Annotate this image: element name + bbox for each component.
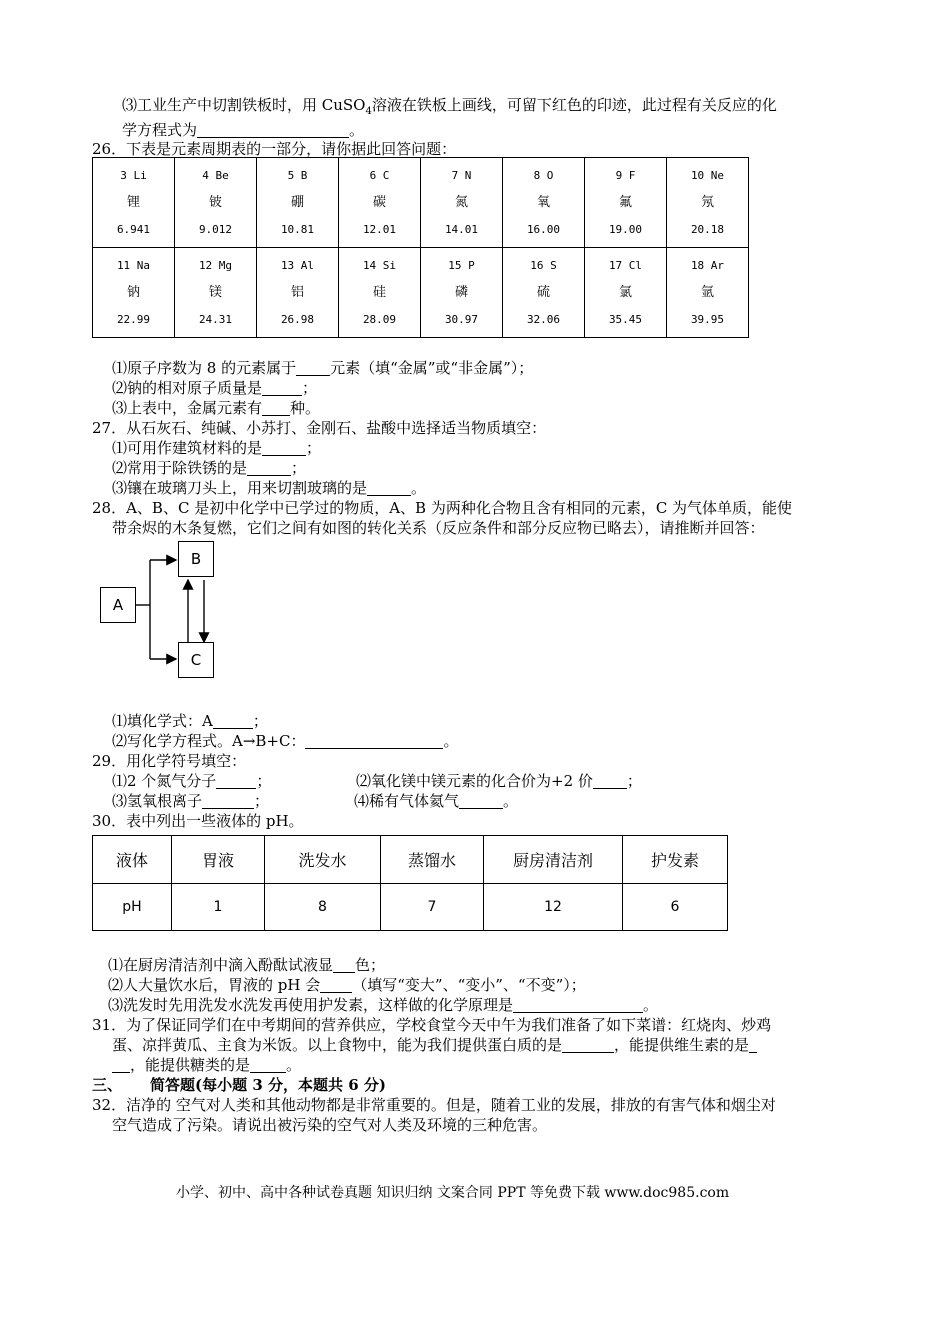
answer-blank[interactable] xyxy=(333,956,355,973)
answer-blank[interactable] xyxy=(513,996,643,1013)
ph-table-cell: 12 xyxy=(484,884,623,931)
ph-table-header: 蒸馏水 xyxy=(381,836,484,884)
ph-table-header: 液体 xyxy=(93,836,172,884)
q27-part3: ⑶镶在玻璃刀头上，用来切割玻璃的是 。 xyxy=(112,479,427,497)
diagram-box-c: C xyxy=(178,642,214,678)
ph-table-cell: 6 xyxy=(623,884,728,931)
q28-line2: 带余烬的木条复燃，它们之间有如图的转化关系（反应条件和部分反应物已略去），请推断并回答： xyxy=(112,519,765,537)
ph-table-cell: 1 xyxy=(172,884,265,931)
q29-part3: ⑶氢氧根离子 ； xyxy=(112,792,270,810)
answer-blank[interactable] xyxy=(250,1056,286,1073)
q26-stem: 26．下表是元素周期表的一部分，请你据此回答问题： xyxy=(92,140,457,158)
answer-blank[interactable] xyxy=(593,772,627,789)
element-cell: 5 B 硼 10.81 xyxy=(257,158,339,248)
q29-part4: ⑷稀有气体氦气 。 xyxy=(354,792,519,810)
ph-table-header: 厨房清洁剂 xyxy=(484,836,623,884)
answer-blank[interactable] xyxy=(213,712,253,729)
element-cell: 18 Ar 氩 39.95 xyxy=(667,248,749,338)
element-cell: 17 Cl 氯 35.45 xyxy=(585,248,667,338)
ph-table-cell: pH xyxy=(93,884,172,931)
answer-blank[interactable] xyxy=(459,792,503,809)
q26-part2: ⑵钠的相对原子质量是 ； xyxy=(112,379,318,397)
element-cell: 15 P 磷 30.97 xyxy=(421,248,503,338)
q30-stem: 30．表中列出一些液体的 pH。 xyxy=(92,812,304,830)
q32-line1: 32．洁净的 空气对人类和其他动物都是非常重要的。但是，随着工业的发展，排放的有害气体和烟尘对 xyxy=(92,1096,776,1114)
q32-line2: 空气造成了污染。请说出被污染的空气对人类及环境的三种危害。 xyxy=(112,1116,548,1134)
q27-stem: 27．从石灰石、纯碱、小苏打、金刚石、盐酸中选择适当物质填空： xyxy=(92,419,547,437)
diagram-box-b: B xyxy=(178,541,214,577)
ph-table-cell: 8 xyxy=(265,884,381,931)
q27-part2: ⑵常用于除铁锈的是 ； xyxy=(112,459,307,477)
element-cell: 16 S 硫 32.06 xyxy=(503,248,585,338)
q30-part3: ⑶洗发时先用洗发水洗发再使用护发素，这样做的化学原理是 。 xyxy=(108,996,659,1014)
q25-3-line1: ⑶工业生产中切割铁板时，用 CuSO$_4$溶液在铁板上画线，可留下红色的印迹，此过程有关反应的化 xyxy=(122,96,777,117)
element-cell: 7 N 氮 14.01 xyxy=(421,158,503,248)
element-cell: 9 F 氟 19.00 xyxy=(585,158,667,248)
element-cell: 8 O 氧 16.00 xyxy=(503,158,585,248)
element-cell: 13 Al 铝 26.98 xyxy=(257,248,339,338)
answer-blank[interactable] xyxy=(112,1056,130,1073)
answer-blank[interactable] xyxy=(320,976,352,993)
ph-table xyxy=(92,835,728,931)
q27-part1: ⑴可用作建筑材料的是 ； xyxy=(112,439,322,457)
section-3-heading: 三、 简答题(每小题 3 分，本题共 6 分) xyxy=(92,1076,386,1094)
element-cell: 6 C 碳 12.01 xyxy=(339,158,421,248)
q25-3-line2: 学方程式为 。 xyxy=(122,121,365,139)
answer-blank[interactable] xyxy=(305,732,443,749)
answer-blank[interactable] xyxy=(562,1036,614,1053)
q29-part1: ⑴2 个氮气分子 ； xyxy=(112,772,272,790)
element-cell: 4 Be 铍 9.012 xyxy=(175,158,257,248)
q31-line2: 蛋、凉拌黄瓜、主食为米饭。以上食物中，能为我们提供蛋白质的是 ，能提供维生素的是 xyxy=(112,1035,757,1055)
element-cell: 10 Ne 氖 20.18 xyxy=(667,158,749,248)
element-cell: 11 Na 钠 22.99 xyxy=(93,248,175,338)
answer-blank[interactable] xyxy=(202,792,254,809)
q28-part2: ⑵写化学方程式。A→B+C： 。 xyxy=(112,732,459,750)
element-cell: 12 Mg 镁 24.31 xyxy=(175,248,257,338)
q28-line1: 28．A、B、C 是初中化学中已学过的物质，A、B 为两种化合物且含有相同的元素，C 为气体单质，能使 xyxy=(92,499,793,517)
element-cell: 14 Si 硅 28.09 xyxy=(339,248,421,338)
q30-part1: ⑴在厨房清洁剂中滴入酚酞试液显 色； xyxy=(108,956,386,974)
ph-table-header: 胃液 xyxy=(172,836,265,884)
page-footer: 小学、初中、高中各种试卷真题 知识归纳 文案合同 PPT 等免费下载 www.doc985.com xyxy=(176,1185,730,1201)
ph-table-header: 洗发水 xyxy=(265,836,381,884)
q29-part2: ⑵氧化镁中镁元素的化合价为+2 价 ； xyxy=(356,772,642,790)
ph-table-header: 护发素 xyxy=(623,836,728,884)
diagram-box-a: A xyxy=(100,587,136,623)
q30-part2: ⑵人大量饮水后，胃液的 pH 会 （填写“变大”、“变小”、“不变”）； xyxy=(108,976,586,994)
ph-table-cell: 7 xyxy=(381,884,484,931)
q28-part1: ⑴填化学式：A ； xyxy=(112,712,268,730)
q31-line1: 31．为了保证同学们在中考期间的营养供应，学校食堂今天中午为我们准备了如下菜谱：红烧肉、炒鸡 xyxy=(92,1016,772,1034)
q26-part1: ⑴原子序数为 8 的元素属于 元素（填“金属”或“非金属”）； xyxy=(112,359,534,377)
answer-blank[interactable] xyxy=(749,1036,757,1053)
q26-part3: ⑶上表中，金属元素有 种。 xyxy=(112,399,321,417)
q31-line3: ，能提供糖类的是 。 xyxy=(112,1055,301,1075)
q29-stem: 29．用化学符号填空： xyxy=(92,752,247,770)
element-cell: 3 Li 锂 6.941 xyxy=(93,158,175,248)
answer-blank[interactable] xyxy=(216,772,256,789)
